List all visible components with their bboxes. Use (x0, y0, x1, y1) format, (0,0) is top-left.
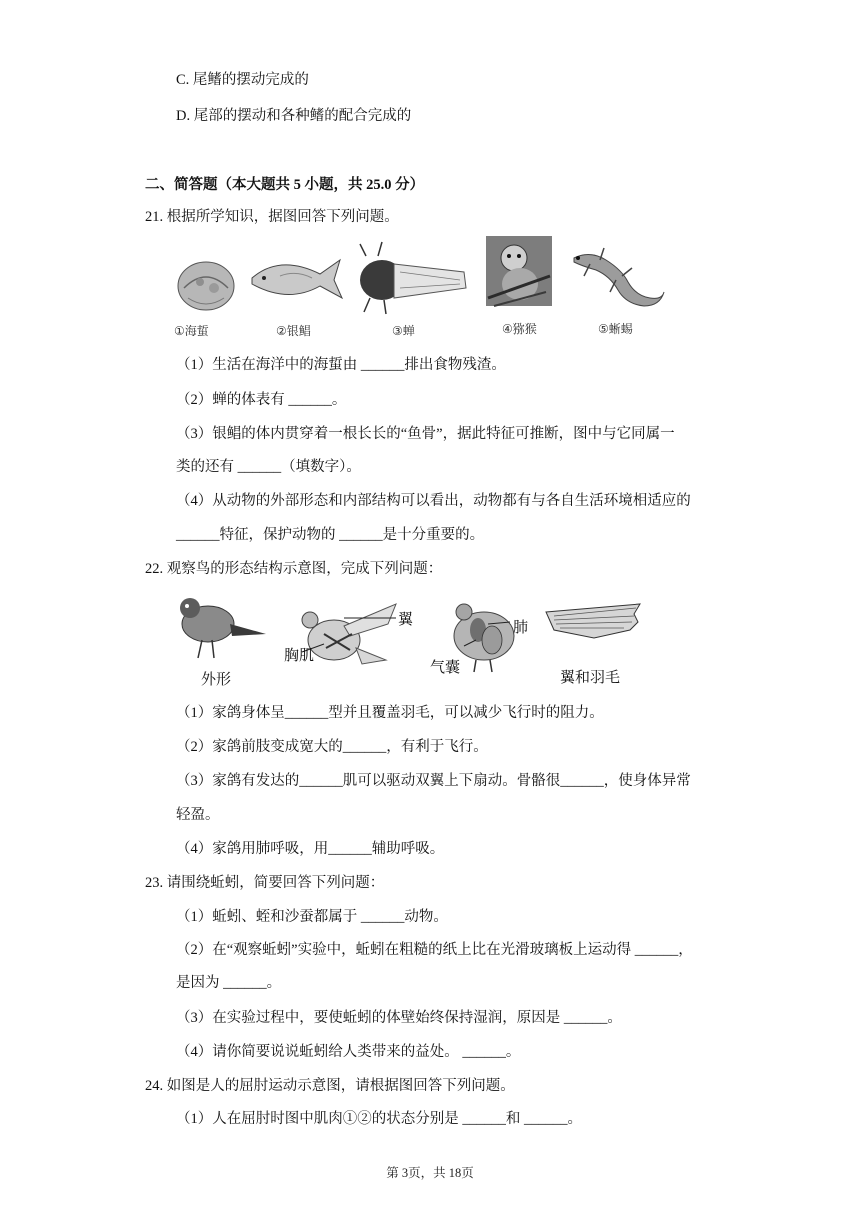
sparrow-image (180, 598, 266, 658)
option-d: D. 尾部的摆动和各种鳍的配合完成的 (176, 108, 412, 124)
label-air-sac: 气囊 (430, 658, 461, 676)
q22-sub1: （1）家鸽身体呈______型并且覆盖羽毛，可以减少飞行时的阻力。 (176, 705, 604, 721)
q22-sub2: （2）家鸽前肢变成宽大的______，有利于飞行。 (176, 739, 488, 755)
pigeon-skeleton-image (302, 604, 396, 664)
q22-sub4: （4）家鸽用肺呼吸，用______辅助呼吸。 (176, 841, 445, 857)
pigeon-lung-image (454, 604, 514, 672)
label-wing-feather: 翼和羽毛 (560, 668, 621, 686)
q22-sub3-line2: 轻盈。 (176, 807, 220, 823)
caption-jellyfish: ①海蜇 (174, 324, 209, 338)
q22-stem: 22. 观察鸟的形态结构示意图，完成下列问题： (145, 561, 443, 577)
q24-stem: 24. 如图是人的屈肘运动示意图，请根据图回答下列问题。 (145, 1078, 515, 1094)
q22-sub3-line1: （3）家鸽有发达的______肌可以驱动双翼上下扇动。骨骼很______，使身体异常 (176, 773, 691, 789)
q21-sub1: （1）生活在海洋中的海蜇由 ______排出食物残渣。 (176, 357, 506, 373)
gecko-image (574, 248, 664, 306)
label-outer-shape: 外形 (201, 670, 232, 688)
caption-cicada: ③蝉 (392, 324, 415, 338)
q23-sub1: （1）蚯蚓、蛭和沙蚕都属于 ______动物。 (176, 909, 448, 925)
q23-sub2-line2: 是因为 ______。 (176, 975, 282, 991)
q21-sub4-line2: ______特征，保护动物的 ______是十分重要的。 (176, 527, 485, 543)
caption-gecko: ⑤蜥蜴 (598, 322, 633, 336)
macaque-image (486, 236, 552, 306)
q23-sub4: （4）请你简要说说蚯蚓给人类带来的益处。 ______。 (176, 1044, 521, 1060)
q24-sub1: （1）人在屈肘时图中肌肉①②的状态分别是 ______和 ______。 (176, 1111, 582, 1127)
jellyfish-image (178, 262, 234, 310)
wing-feather-image (546, 604, 640, 638)
caption-pomfret: ②银鲳 (276, 324, 311, 338)
label-lung: 肺 (513, 618, 529, 636)
q21-sub4-line1: （4）从动物的外部形态和内部结构可以看出，动物都有与各自生活环境相适应的 (176, 493, 691, 509)
label-chest-muscle: 胸肌 (284, 646, 315, 664)
q21-sub3-line1: （3）银鲳的体内贯穿着一根长长的“鱼骨”，据此特征可推断，图中与它同属一 (176, 426, 675, 442)
page-footer: 第 3页，共 18页 (386, 1166, 474, 1180)
q23-sub3: （3）在实验过程中，要使蚯蚓的体壁始终保持湿润，原因是 ______。 (176, 1010, 622, 1026)
q21-sub2: （2）蝉的体表有 ______。 (176, 392, 347, 408)
option-c: C. 尾鳍的摆动完成的 (176, 72, 309, 88)
cicada-image (356, 242, 466, 314)
q21-sub3-line2: 类的还有 ______（填数字）。 (176, 459, 361, 475)
caption-macaque: ④猕猴 (502, 322, 537, 336)
label-wing: 翼 (398, 610, 414, 628)
q21-stem: 21. 根据所学知识，据图回答下列问题。 (145, 209, 399, 225)
q23-sub2-line1: （2）在“观察蚯蚓”实验中，蚯蚓在粗糙的纸上比在光滑玻璃板上运动得 ______， (176, 942, 693, 958)
q23-stem: 23. 请围绕蚯蚓，简要回答下列问题： (145, 875, 385, 891)
pomfret-image (252, 260, 342, 298)
section-heading: 二、简答题（本大题共 5 小题，共 25.0 分） (145, 177, 425, 193)
